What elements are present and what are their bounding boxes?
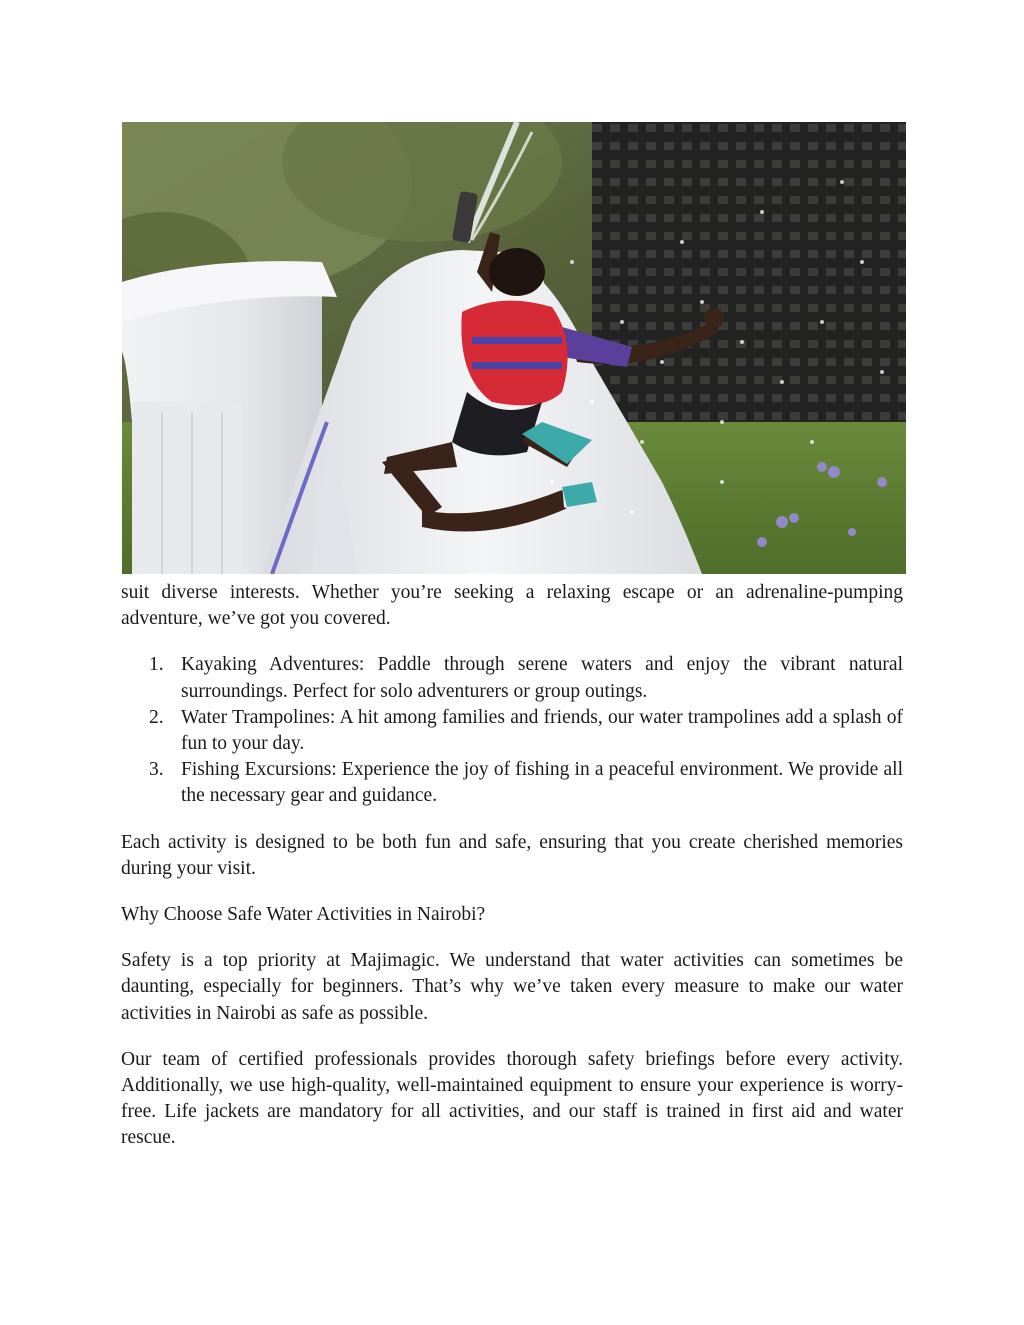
safety-paragraph-1: Safety is a top priority at Majimagic. We understand that water activities can sometimes be daunting, especially for beginners. That’s why we’ve taken every measure to make our water activities in Nairobi as safe as possible. <box>121 950 903 1024</box>
activity-photo <box>122 122 906 574</box>
list-item-text: Water Trampolines: A hit among families and friends, our water trampolines add a splash of fun to your day. <box>181 706 903 755</box>
list-item <box>149 705 903 757</box>
list-item-text: Kayaking Adventures: Paddle through serene waters and enjoy the vibrant natural surroundings. Perfect for solo adventurers or group outings. <box>181 654 903 702</box>
article-body <box>121 580 903 1172</box>
list-item-number: 1. <box>149 654 164 676</box>
list-item <box>149 757 903 809</box>
list-item-number: 3. <box>149 759 164 781</box>
section-heading: Why Choose Safe Water Activities in Nairobi? <box>121 904 486 926</box>
safety-paragraph-2: Our team of certified professionals provides thorough safety briefings before every activity. Additionally, we use high-quality, well-maintained equipment to ensure your experience is worry-free. Life jackets are mandatory for all activities, and our staff is trained in first aid and water rescue. <box>121 1048 903 1149</box>
list-item <box>149 652 903 704</box>
intro-continued-paragraph: suit diverse interests. Whether you’re seeking a relaxing escape or an adrenaline-pumping adventure, we’ve got you covered. <box>121 582 903 630</box>
list-item-text: Fishing Excursions: Experience the joy of fishing in a peaceful environment. We provide all the necessary gear and guidance. <box>181 759 903 807</box>
activity-summary-paragraph: Each activity is designed to be both fun and safe, ensuring that you create cherished memories during your visit. <box>121 831 903 879</box>
list-item-number: 2. <box>149 706 164 728</box>
activities-list <box>121 652 903 809</box>
photo-person-jumping-water-slide <box>122 122 906 574</box>
